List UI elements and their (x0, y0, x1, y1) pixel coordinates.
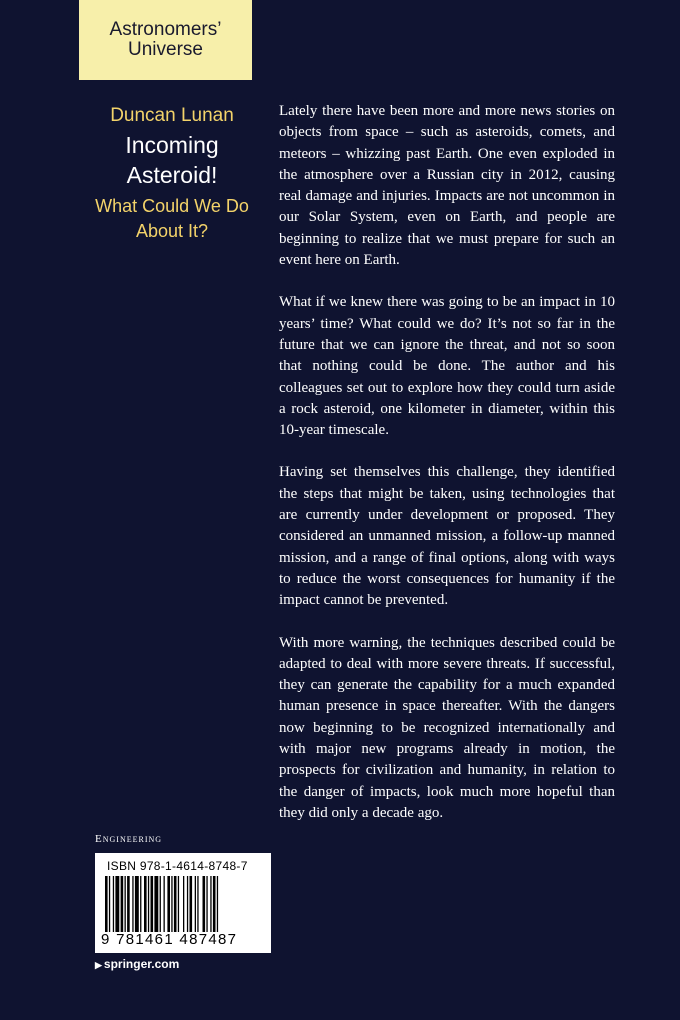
book-title (80, 130, 264, 190)
author-name: Duncan Lunan (110, 105, 234, 126)
back-cover-blurb (279, 101, 615, 845)
subject-category: Engineering (95, 833, 163, 845)
series-line-2: Universe (128, 39, 203, 60)
series-line-1: Astronomers’ (109, 19, 222, 40)
isbn-label: ISBN 978-1-4614-8748-7 (107, 859, 248, 873)
publisher-url: springer.com (103, 957, 180, 971)
book-subtitle-line-1: What Could We Do (95, 196, 249, 216)
blurb-paragraph: Lately there have been more and more news stories on objects from space – such as asteroids, comets, and meteors – whizzing past Earth. One even exploded in the atmosphere over a Russian city in 2012, causing real damage and injuries. Impacts are not uncommon in our Solar System, even on Earth, and people are beginning to realize that we must prepare for such an event here on Earth. (279, 103, 615, 269)
book-title-block (80, 104, 264, 244)
book-subtitle (80, 194, 264, 244)
barcode-icon (101, 876, 265, 932)
book-title-line-2: Asteroid! (126, 162, 218, 188)
book-title-line-1: Incoming (125, 132, 219, 158)
book-subtitle-line-2: About It? (135, 221, 209, 241)
blurb-paragraph: What if we knew there was going to be an impact in 10 years’ time? What could we do? It’s not so far in the future that we can ignore the threat, and not so soon that nothing could be done. The author and his colleagues set out to explore how they could turn aside a rock asteroid, one kilometer in diameter, within this 10-year timescale. (279, 294, 615, 439)
series-label (79, 0, 252, 80)
isbn-barcode (95, 853, 271, 953)
barcode-digits: 9 781461 487487 (101, 931, 238, 948)
publisher-link[interactable] (95, 957, 179, 971)
arrow-icon: ▶ (95, 960, 102, 970)
blurb-paragraph: Having set themselves this challenge, they identified the steps that might be taken, using technologies that are currently under development or proposed. They considered an unmanned mission, a follow-up manned mission, and a range of final options, along with ways to reduce the worst consequences for humanity if the impact cannot be prevented. (279, 464, 615, 609)
blurb-paragraph: With more warning, the techniques described could be adapted to deal with more severe threats. If successful, they can generate the capability for a much expanded human presence in space thereafter. With the dangers now beginning to be recognized internationally and with major new programs already in motion, the prospects for civilization and humanity, in relation to the danger of impacts, look much more hopeful than they did only a decade ago. (279, 634, 615, 821)
